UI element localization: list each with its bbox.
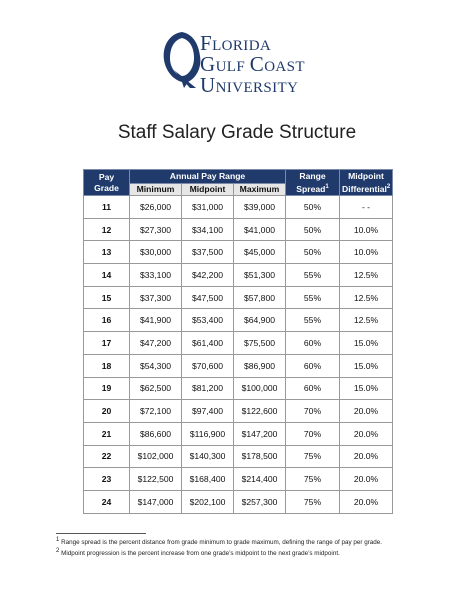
table-row bbox=[84, 286, 393, 309]
header-midpoint: Midpoint bbox=[182, 184, 234, 196]
cell-range-spread: 50% bbox=[286, 218, 340, 241]
cell-midpoint-differential: 10.0% bbox=[340, 241, 393, 264]
cell-midpoint-differential: 20.0% bbox=[340, 490, 393, 513]
table-row bbox=[84, 241, 393, 264]
cell-minimum: $30,000 bbox=[130, 241, 182, 264]
cell-pay-grade: 11 bbox=[84, 196, 130, 219]
cell-midpoint-differential: 12.5% bbox=[340, 309, 393, 332]
cell-pay-grade: 15 bbox=[84, 286, 130, 309]
cell-range-spread: 70% bbox=[286, 400, 340, 423]
cell-minimum: $26,000 bbox=[130, 196, 182, 219]
footnote-ref-1: 1 bbox=[325, 183, 329, 190]
cell-range-spread: 60% bbox=[286, 377, 340, 400]
cell-midpoint: $202,100 bbox=[182, 490, 234, 513]
cell-pay-grade: 23 bbox=[84, 468, 130, 491]
header-maximum: Maximum bbox=[234, 184, 286, 196]
cell-range-spread: 50% bbox=[286, 241, 340, 264]
cell-midpoint: $31,000 bbox=[182, 196, 234, 219]
cell-range-spread: 60% bbox=[286, 354, 340, 377]
table-row bbox=[84, 309, 393, 332]
cell-range-spread: 70% bbox=[286, 422, 340, 445]
cell-maximum: $178,500 bbox=[234, 445, 286, 468]
footnote-divider bbox=[56, 533, 146, 534]
cell-range-spread: 75% bbox=[286, 490, 340, 513]
cell-minimum: $47,200 bbox=[130, 332, 182, 355]
cell-midpoint: $37,500 bbox=[182, 241, 234, 264]
cell-range-spread: 75% bbox=[286, 445, 340, 468]
cell-minimum: $41,900 bbox=[130, 309, 182, 332]
cell-midpoint: $53,400 bbox=[182, 309, 234, 332]
cell-maximum: $45,000 bbox=[234, 241, 286, 264]
footnote-1-marker: 1 bbox=[56, 537, 60, 543]
cell-pay-grade: 17 bbox=[84, 332, 130, 355]
cell-minimum: $122,500 bbox=[130, 468, 182, 491]
cell-midpoint: $81,200 bbox=[182, 377, 234, 400]
cell-maximum: $57,800 bbox=[234, 286, 286, 309]
cell-minimum: $72,100 bbox=[130, 400, 182, 423]
cell-midpoint: $34,100 bbox=[182, 218, 234, 241]
table-row bbox=[84, 354, 393, 377]
cell-range-spread: 75% bbox=[286, 468, 340, 491]
cell-minimum: $33,100 bbox=[130, 264, 182, 287]
footnote-ref-2: 2 bbox=[386, 183, 391, 190]
logo-line-3: UNIVERSITY bbox=[200, 73, 299, 97]
footnote-1-text: Range spread is the percent distance from grade minimum to grade maximum, defining the range of pay per grade. bbox=[59, 539, 383, 547]
cell-midpoint-differential: 20.0% bbox=[340, 468, 393, 491]
cell-midpoint-differential: - - bbox=[340, 196, 393, 219]
cell-range-spread: 55% bbox=[286, 309, 340, 332]
cell-midpoint-differential: 10.0% bbox=[340, 218, 393, 241]
cell-midpoint-differential: 15.0% bbox=[340, 377, 393, 400]
header-range-spread bbox=[286, 170, 340, 196]
header-midpoint-differential bbox=[340, 170, 393, 196]
cell-midpoint-differential: 15.0% bbox=[340, 354, 393, 377]
cell-range-spread: 60% bbox=[286, 332, 340, 355]
cell-maximum: $39,000 bbox=[234, 196, 286, 219]
cell-maximum: $86,900 bbox=[234, 354, 286, 377]
cell-midpoint: $140,300 bbox=[182, 445, 234, 468]
logo-line-1: FLORIDA bbox=[200, 31, 272, 55]
cell-maximum: $122,600 bbox=[234, 400, 286, 423]
cell-pay-grade: 22 bbox=[84, 445, 130, 468]
header-pay-grade: Pay Grade bbox=[84, 170, 130, 196]
cell-pay-grade: 19 bbox=[84, 377, 130, 400]
table-row bbox=[84, 400, 393, 423]
cell-minimum: $86,600 bbox=[130, 422, 182, 445]
cell-pay-grade: 24 bbox=[84, 490, 130, 513]
cell-midpoint-differential: 12.5% bbox=[340, 264, 393, 287]
cell-range-spread: 55% bbox=[286, 264, 340, 287]
table-row bbox=[84, 264, 393, 287]
logo-line-2: GULF COAST bbox=[200, 52, 305, 76]
cell-maximum: $41,000 bbox=[234, 218, 286, 241]
cell-maximum: $100,000 bbox=[234, 377, 286, 400]
cell-midpoint-differential: 12.5% bbox=[340, 286, 393, 309]
cell-midpoint: $168,400 bbox=[182, 468, 234, 491]
cell-pay-grade: 21 bbox=[84, 422, 130, 445]
cell-maximum: $257,300 bbox=[234, 490, 286, 513]
table-row bbox=[84, 218, 393, 241]
cell-pay-grade: 18 bbox=[84, 354, 130, 377]
cell-midpoint-differential: 20.0% bbox=[340, 422, 393, 445]
footnote-2 bbox=[56, 547, 382, 558]
cell-minimum: $102,000 bbox=[130, 445, 182, 468]
cell-minimum: $147,000 bbox=[130, 490, 182, 513]
footnotes bbox=[56, 536, 382, 558]
footnote-1 bbox=[56, 536, 382, 547]
logo-wordmark bbox=[200, 31, 305, 97]
cell-midpoint: $97,400 bbox=[182, 400, 234, 423]
cell-range-spread: 50% bbox=[286, 196, 340, 219]
cell-pay-grade: 14 bbox=[84, 264, 130, 287]
cell-maximum: $75,500 bbox=[234, 332, 286, 355]
cell-minimum: $54,300 bbox=[130, 354, 182, 377]
cell-pay-grade: 16 bbox=[84, 309, 130, 332]
table-row bbox=[84, 445, 393, 468]
header-range-spread-label: Range Spread bbox=[296, 170, 326, 194]
header-midpoint-differential-label: Midpoint Differential bbox=[342, 170, 387, 194]
cell-midpoint-differential: 20.0% bbox=[340, 400, 393, 423]
page-title: Staff Salary Grade Structure bbox=[117, 122, 357, 143]
cell-pay-grade: 20 bbox=[84, 400, 130, 423]
cell-maximum: $214,400 bbox=[234, 468, 286, 491]
cell-maximum: $147,200 bbox=[234, 422, 286, 445]
salary-grade-table bbox=[83, 169, 393, 514]
cell-pay-grade: 13 bbox=[84, 241, 130, 264]
cell-minimum: $37,300 bbox=[130, 286, 182, 309]
cell-midpoint: $61,400 bbox=[182, 332, 234, 355]
cell-range-spread: 55% bbox=[286, 286, 340, 309]
table-row bbox=[84, 377, 393, 400]
cell-midpoint: $47,500 bbox=[182, 286, 234, 309]
cell-midpoint: $42,200 bbox=[182, 264, 234, 287]
cell-minimum: $62,500 bbox=[130, 377, 182, 400]
osprey-emblem-icon bbox=[160, 30, 204, 92]
footnote-2-text: Midpoint progression is the percent increase from one grade’s midpoint to the next grade’s midpoint. bbox=[59, 550, 340, 558]
table-row bbox=[84, 422, 393, 445]
table-row bbox=[84, 468, 393, 491]
header-annual-pay-range: Annual Pay Range bbox=[130, 170, 286, 184]
header-minimum: Minimum bbox=[130, 184, 182, 196]
cell-minimum: $27,300 bbox=[130, 218, 182, 241]
cell-midpoint-differential: 15.0% bbox=[340, 332, 393, 355]
table-row bbox=[84, 196, 393, 219]
cell-maximum: $51,300 bbox=[234, 264, 286, 287]
table-row bbox=[84, 332, 393, 355]
cell-maximum: $64,900 bbox=[234, 309, 286, 332]
footnote-2-marker: 2 bbox=[56, 548, 60, 555]
cell-midpoint-differential: 20.0% bbox=[340, 445, 393, 468]
table-row bbox=[84, 490, 393, 513]
cell-pay-grade: 12 bbox=[84, 218, 130, 241]
cell-midpoint: $116,900 bbox=[182, 422, 234, 445]
cell-midpoint: $70,600 bbox=[182, 354, 234, 377]
